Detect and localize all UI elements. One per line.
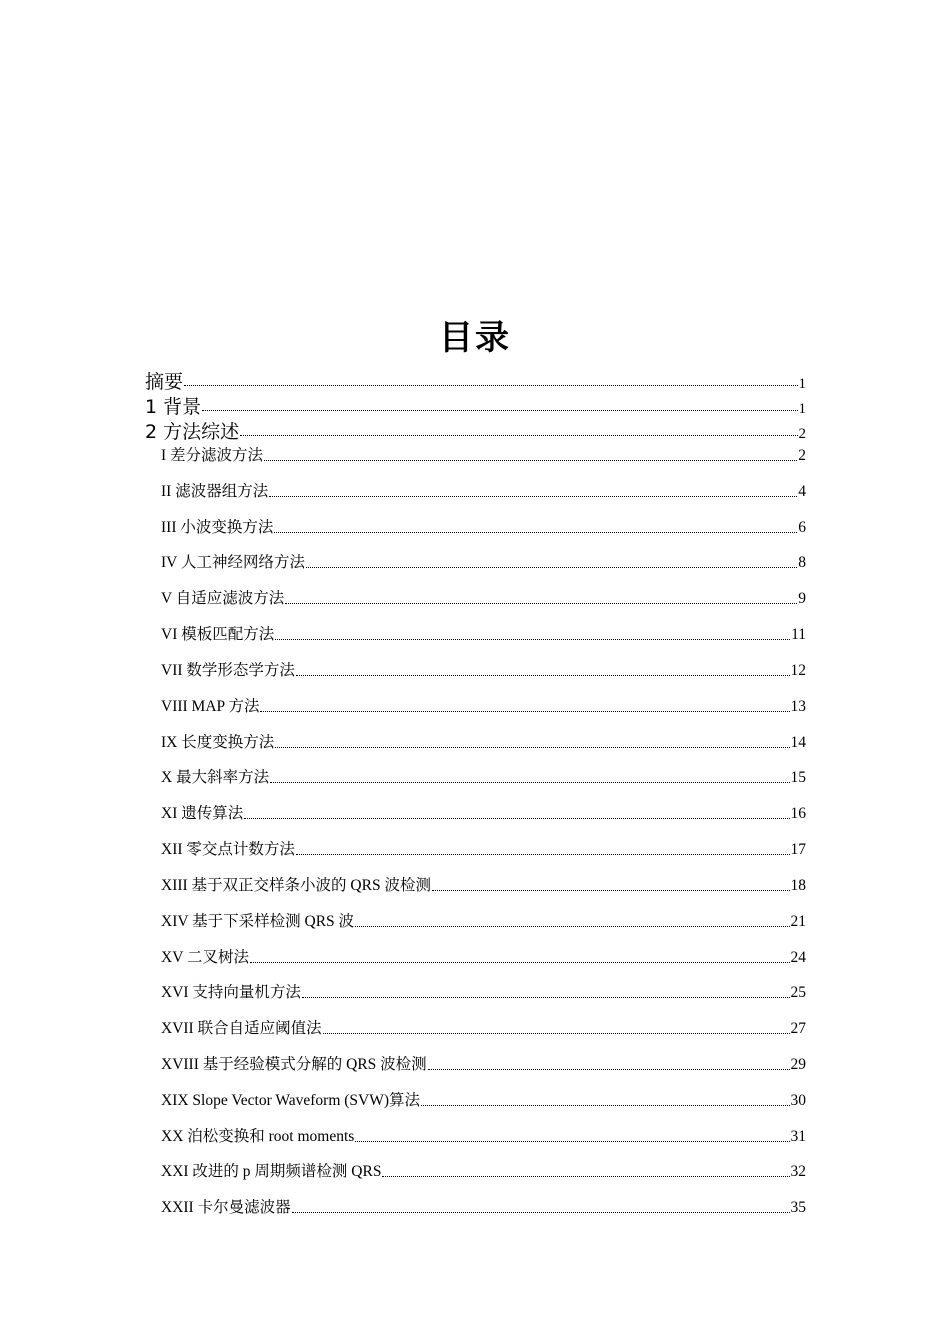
toc-entry[interactable] [161, 586, 806, 610]
toc-entry-page: 15 [790, 769, 806, 786]
dot-leader [302, 997, 790, 998]
toc-entry-label: XXII 卡尔曼滤波器 [161, 1199, 291, 1216]
toc-entry-page: 35 [790, 1199, 806, 1216]
toc-entry-label: XI 遗传算法 [161, 805, 244, 822]
toc-entry[interactable] [161, 837, 806, 861]
toc-entry-label: XVIII 基于经验模式分解的 QRS 波检测 [161, 1056, 427, 1073]
toc-entry[interactable] [161, 1052, 806, 1076]
page-title: 目录 [439, 318, 511, 358]
dot-leader [270, 782, 789, 783]
toc-entry-page: 32 [790, 1163, 806, 1180]
toc-entry[interactable] [161, 550, 806, 574]
toc-entry-page: 12 [790, 662, 806, 679]
toc-entry-label: XIV 基于下采样检测 QRS 波 [161, 913, 355, 930]
dot-leader [269, 496, 797, 497]
toc-entry-page: 24 [790, 949, 806, 966]
toc-entry-page: 14 [790, 734, 806, 751]
dot-leader [296, 675, 790, 676]
toc-entry[interactable] [161, 1088, 806, 1112]
dot-leader [274, 532, 797, 533]
toc-entry-page: 1 [798, 401, 806, 417]
toc-entry-label: VII 数学形态学方法 [161, 662, 295, 679]
toc-entry-label: XVII 联合自适应阈值法 [161, 1020, 322, 1037]
toc-entry[interactable] [161, 730, 806, 754]
toc-entry-page: 9 [798, 590, 806, 607]
dot-leader [275, 639, 790, 640]
toc-entry-page: 4 [798, 483, 806, 500]
dot-leader [432, 890, 790, 891]
toc-entry[interactable] [161, 873, 806, 897]
dot-leader [260, 711, 789, 712]
toc-entry-page: 29 [790, 1056, 806, 1073]
toc-entry[interactable] [161, 694, 806, 718]
toc-entry-page: 25 [790, 984, 806, 1001]
dot-leader [264, 460, 797, 461]
toc-entry-page: 17 [790, 841, 806, 858]
dot-leader [323, 1033, 790, 1034]
toc-entry[interactable] [145, 367, 806, 392]
toc-entry[interactable] [161, 515, 806, 539]
toc-entry-label: VIII MAP 方法 [161, 698, 260, 715]
toc-entry[interactable] [161, 479, 806, 503]
dot-leader [285, 603, 797, 604]
dot-leader [202, 410, 797, 411]
toc-entry-label: XX 泊松变换和 root moments [161, 1128, 355, 1145]
toc-entry-label: 2 方法综述 [145, 421, 240, 442]
toc-entry[interactable] [161, 1195, 806, 1219]
toc-entry-page: 8 [798, 554, 806, 571]
dot-leader [275, 747, 789, 748]
toc-entry[interactable] [161, 1124, 806, 1148]
dot-leader [250, 962, 790, 963]
toc-entry[interactable] [161, 945, 806, 969]
toc-entry-label: IX 长度变换方法 [161, 734, 275, 751]
toc-entry-label: XV 二叉树法 [161, 949, 249, 966]
toc-entry[interactable] [161, 658, 806, 682]
toc-entry[interactable] [161, 1159, 806, 1183]
toc-entry[interactable] [161, 980, 806, 1004]
toc-entry-page: 11 [791, 626, 806, 643]
toc-entry-label: XIII 基于双正交样条小波的 QRS 波检测 [161, 877, 431, 894]
toc-entry[interactable] [161, 801, 806, 825]
toc-entry[interactable] [145, 392, 806, 417]
toc-entry[interactable] [161, 765, 806, 789]
dot-leader [382, 1176, 789, 1177]
dot-leader [421, 1105, 789, 1106]
dot-leader [292, 1212, 790, 1213]
toc-entry-page: 31 [790, 1128, 806, 1145]
toc-entry-page: 2 [798, 447, 806, 464]
dot-leader [428, 1069, 790, 1070]
toc-entry-label: XXI 改进的 p 周期频谱检测 QRS [161, 1163, 382, 1180]
toc-entry-page: 21 [790, 913, 806, 930]
toc-entry-label: II 滤波器组方法 [161, 483, 269, 500]
toc-entry[interactable] [161, 443, 806, 467]
dot-leader [244, 818, 789, 819]
toc-entry[interactable] [161, 622, 806, 646]
toc-entry-label: 摘要 [145, 371, 184, 392]
dot-leader [355, 926, 789, 927]
toc-entry-label: III 小波变换方法 [161, 519, 274, 536]
toc-entry-page: 1 [798, 376, 806, 392]
toc-entry-label: 1 背景 [145, 396, 202, 417]
toc-entry-label: VI 模板匹配方法 [161, 626, 275, 643]
toc-entry-page: 18 [790, 877, 806, 894]
toc-entry-label: X 最大斜率方法 [161, 769, 270, 786]
dot-leader [355, 1141, 789, 1142]
toc-entry[interactable] [161, 909, 806, 933]
toc-entry-page: 16 [790, 805, 806, 822]
toc-entry-page: 27 [790, 1020, 806, 1037]
toc-entry-label: V 自适应滤波方法 [161, 590, 285, 607]
toc-entry-label: IV 人工神经网络方法 [161, 554, 305, 571]
toc-entry-page: 2 [798, 426, 806, 442]
toc-entry-label: I 差分滤波方法 [161, 447, 264, 464]
dot-leader [184, 385, 797, 386]
toc-entry-label: XIX Slope Vector Waveform (SVW)算法 [161, 1092, 421, 1109]
toc-entry-label: XVI 支持向量机方法 [161, 984, 301, 1001]
toc-entry[interactable] [145, 417, 806, 442]
toc-entry-page: 13 [790, 698, 806, 715]
toc-entry[interactable] [161, 1016, 806, 1040]
toc-entry-label: XII 零交点计数方法 [161, 841, 295, 858]
dot-leader [240, 435, 797, 436]
dot-leader [296, 854, 790, 855]
toc-entry-page: 30 [790, 1092, 806, 1109]
toc-entry-page: 6 [798, 519, 806, 536]
dot-leader [306, 567, 797, 568]
